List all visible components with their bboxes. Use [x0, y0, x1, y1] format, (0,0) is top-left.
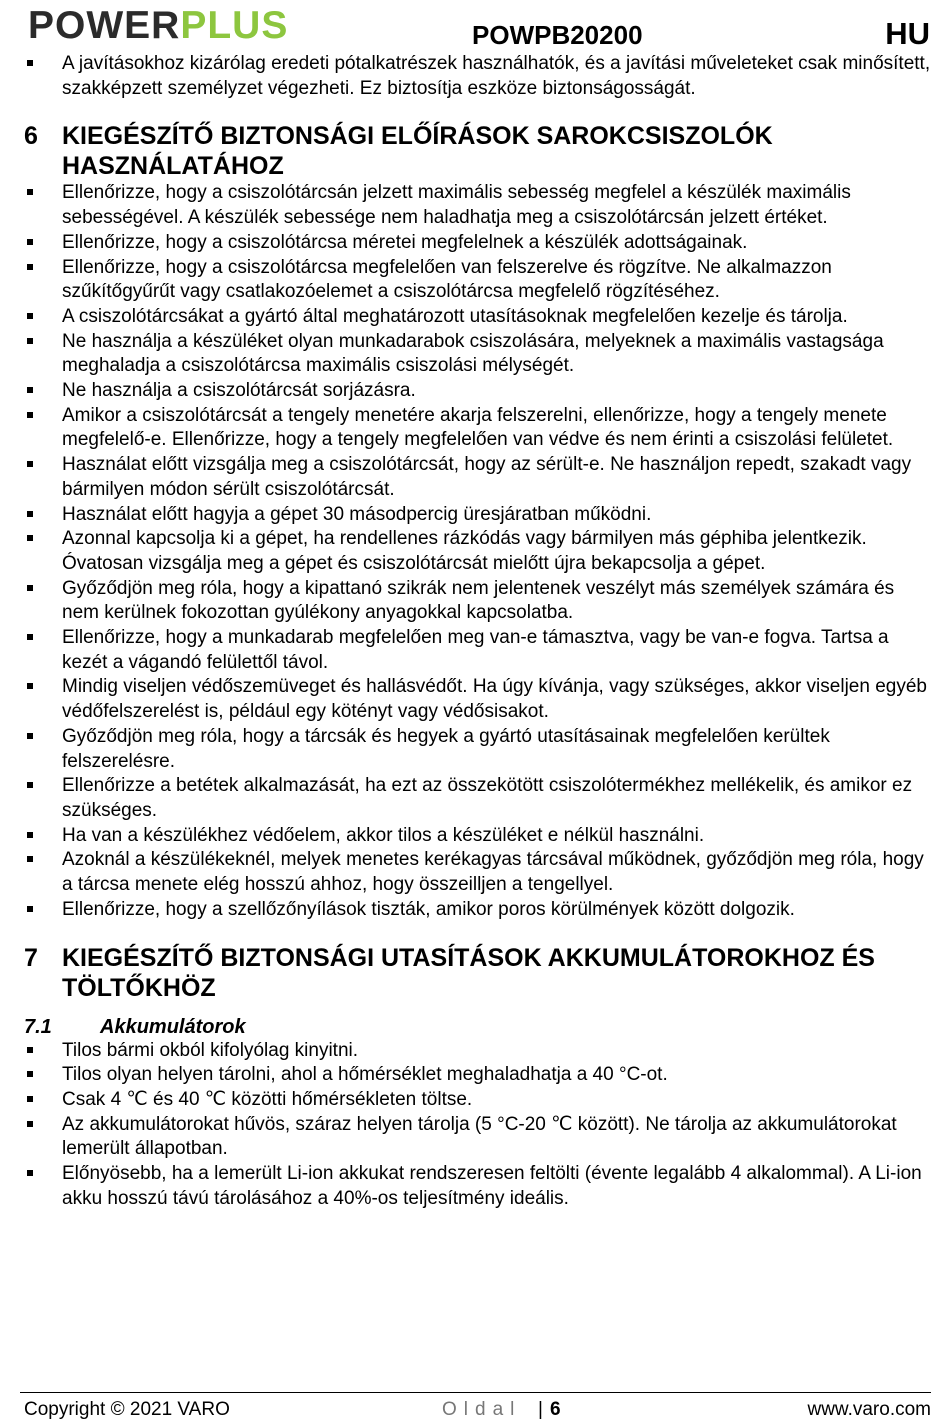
subsection-number: 7.1: [24, 1015, 52, 1038]
logo-text-power: POWER: [28, 4, 181, 47]
list-item: [0, 379, 950, 404]
bullet-square-icon: [27, 733, 33, 739]
list-item: [0, 52, 950, 101]
section-6-list: [0, 181, 950, 922]
bullet-square-icon: [27, 511, 33, 517]
list-item-text: Ellenőrizze a betétek alkalmazását, ha ezt az összekötött csiszolótermékhez mellékelik, és amikor ez szükséges.: [62, 775, 913, 821]
subsection-title: Akkumulátorok: [100, 1015, 246, 1038]
list-item-text: Ellenőrizze, hogy a szellőzőnyílások tiszták, amikor poros körülmények között dolgozik.: [62, 898, 795, 920]
language-code: HU: [885, 16, 930, 51]
bullet-square-icon: [27, 683, 33, 689]
copyright-text: Copyright © 2021 VARO: [24, 1399, 230, 1420]
list-item: [0, 527, 950, 576]
list-item-text: A csiszolótárcsákat a gyártó által meghatározott utasításoknak megfelelően kezelje és tárolja.: [62, 305, 848, 327]
bullet-square-icon: [27, 461, 33, 467]
list-item: [0, 1113, 950, 1162]
section-number: 7: [24, 943, 38, 972]
list-item: [0, 626, 950, 675]
bullet-square-icon: [27, 585, 33, 591]
list-item: [0, 675, 950, 724]
list-item: [0, 725, 950, 774]
section-7-heading: [0, 943, 950, 1003]
section-title: KIEGÉSZÍTŐ BIZTONSÁGI UTASÍTÁSOK AKKUMULÁTOROKHOZ ÉS TÖLTŐKHÖZ: [62, 943, 875, 1002]
section-number: 6: [24, 122, 38, 151]
list-item: [0, 453, 950, 502]
bullet-square-icon: [27, 906, 33, 912]
bullet-square-icon: [27, 1047, 33, 1053]
list-item: [0, 824, 950, 849]
list-item-text: Ne használja a csiszolótárcsát sorjázásra.: [62, 380, 416, 402]
bullet-square-icon: [27, 412, 33, 418]
list-item-text: Ellenőrizze, hogy a csiszolótárcsa méretei megfelelnek a készülék adottságainak.: [62, 231, 748, 253]
list-item: [0, 305, 950, 330]
list-item-text: Használat előtt vizsgálja meg a csiszolótárcsát, hogy az sérült-e. Ne használjon repedt, szakadt vagy bármilyen módon sérült csiszolótárcsát.: [62, 454, 912, 500]
intro-list: [0, 52, 950, 101]
list-item: [0, 898, 950, 923]
bullet-square-icon: [27, 782, 33, 788]
bullet-square-icon: [27, 832, 33, 838]
list-item-text: Győződjön meg róla, hogy a tárcsák és hegyek a gyártó utasításainak megfelelően kerültek felszerelésre.: [62, 725, 830, 772]
list-item: [0, 404, 950, 453]
list-item-text: Tilos bármi okból kifolyólag kinyitni.: [62, 1039, 359, 1061]
list-item: [0, 1039, 950, 1064]
page-separator: |: [538, 1399, 543, 1420]
list-item-text: Tilos olyan helyen tárolni, ahol a hőmérséklet meghaladhatja a 40 °C-ot.: [62, 1064, 668, 1086]
list-item: [0, 774, 950, 823]
bullet-square-icon: [27, 264, 33, 270]
list-item: [0, 1162, 950, 1211]
bullet-square-icon: [27, 313, 33, 319]
list-item-text: Csak 4 ℃ és 40 ℃ közötti hőmérsékleten töltse.: [62, 1088, 473, 1110]
bullet-square-icon: [27, 1071, 33, 1077]
list-item-text: Győződjön meg róla, hogy a kipattanó szikrák nem jelentenek veszélyt más személyek számára és nem kerülnek fokozottan gyúlékony anyagokkal kapcsolatba.: [62, 577, 895, 624]
bullet-square-icon: [27, 239, 33, 245]
page-number: 6: [550, 1399, 561, 1420]
bullet-square-icon: [27, 189, 33, 195]
bullet-square-icon: [27, 856, 33, 862]
page-content: [0, 52, 950, 1211]
section-title: KIEGÉSZÍTŐ BIZTONSÁGI ELŐÍRÁSOK SAROKCSISZOLÓK HASZNÁLATÁHOZ: [62, 122, 773, 181]
list-item: [0, 1063, 950, 1088]
page-header: [0, 0, 950, 52]
list-item: [0, 503, 950, 528]
logo-text-plus: PLUS: [180, 4, 289, 47]
list-item: [0, 577, 950, 626]
list-item-text: Az akkumulátorokat hűvös, száraz helyen tárolja (5 °C-20 ℃ között). Ne tárolja az akkumulátorokat lemerült állapotban.: [62, 1113, 897, 1160]
list-item-text: Amikor a csiszolótárcsát a tengely menetére akarja felszerelni, ellenőrizze, hogy a tengely menete megfelelő-e. Ellenőrizze, hogy a tengely megfelelően van védve és nem érinti a csiszolási felületet.: [62, 404, 894, 451]
list-item-text: Ellenőrizze, hogy a csiszolótárcsa megfelelően van felszerelve és rögzítve. Ne alkalmazzon szűkítőgyűrűt vagy csatlakozóelemet a csiszolótárcsa megfelelő rögzítéséhez.: [62, 256, 832, 303]
list-item: [0, 231, 950, 256]
list-item-text: A javításokhoz kizárólag eredeti pótalkatrészek használhatók, és a javítási műveleteket csak minősített, szakképzett személyzet végezheti. Ez biztosítja eszköze biztonságosságát.: [62, 53, 931, 99]
bullet-square-icon: [27, 1121, 33, 1127]
section-7-list: [0, 1039, 950, 1212]
bullet-square-icon: [27, 634, 33, 640]
bullet-square-icon: [27, 1170, 33, 1176]
list-item: [0, 256, 950, 305]
list-item-text: Mindig viseljen védőszemüveget és hallásvédőt. Ha úgy kívánja, vagy szükséges, akkor viseljen egyéb védőfelszerelést is, például egy kötényt vagy védősisakot.: [62, 676, 927, 723]
list-item-text: Ellenőrizze, hogy a munkadarab megfelelően meg van-e támasztva, vagy be van-e fogva. Tartsa a kezét a vágandó felülettől távol.: [62, 627, 889, 673]
list-item-text: Ne használja a készüléket olyan munkadarabok csiszolására, melyeknek a maximális vastagsága meghaladja a csiszolótárcsa maximális csiszolási mélységét.: [62, 330, 884, 377]
bullet-square-icon: [27, 1096, 33, 1102]
bullet-square-icon: [27, 338, 33, 344]
bullet-square-icon: [27, 387, 33, 393]
section-6-heading: [0, 121, 950, 181]
list-item-text: Használat előtt hagyja a gépet 30 másodpercig üresjáratban működni.: [62, 503, 652, 525]
subsection-7-1-heading: [0, 1015, 950, 1039]
powerplus-logo: [28, 4, 288, 48]
list-item-text: Azonnal kapcsolja ki a gépet, ha rendellenes rázkódás vagy bármilyen más géphiba jelentkezik. Óvatosan vizsgálja meg a gépet és csiszolótárcsát mielőtt újra bekapcsolja a gépet.: [62, 528, 867, 574]
list-item-text: Ha van a készülékhez védőelem, akkor tilos a készüléket e nélkül használni.: [62, 824, 705, 846]
bullet-square-icon: [27, 535, 33, 541]
list-item-text: Előnyösebb, ha a lemerült Li-ion akkukat rendszeresen feltölti (évente legalább 4 alkalommal). A Li-ion akku hosszú távú tárolásához a 40%-os teljesítmény ideális.: [62, 1163, 922, 1209]
page-footer: [20, 1392, 931, 1425]
page-word: Oldal: [442, 1399, 522, 1420]
model-number: POWPB20200: [472, 20, 643, 50]
list-item-text: Azoknál a készülékeknél, melyek menetes kerékagyas tárcsával működnek, győződjön meg róla, hogy a tárcsa menete elég hosszú ahhoz, hogy összeilljen a tengellyel.: [62, 849, 924, 896]
website-url: www.varo.com: [807, 1399, 931, 1420]
list-item: [0, 1088, 950, 1113]
bullet-square-icon: [27, 60, 33, 66]
list-item-text: Ellenőrizze, hogy a csiszolótárcsán jelzett maximális sebesség megfelel a készülék maximális sebességével. A készülék sebessége nem haladhatja meg a csiszolótárcsán jelzett értéket.: [62, 182, 851, 229]
list-item: [0, 330, 950, 379]
list-item: [0, 181, 950, 230]
list-item: [0, 848, 950, 897]
